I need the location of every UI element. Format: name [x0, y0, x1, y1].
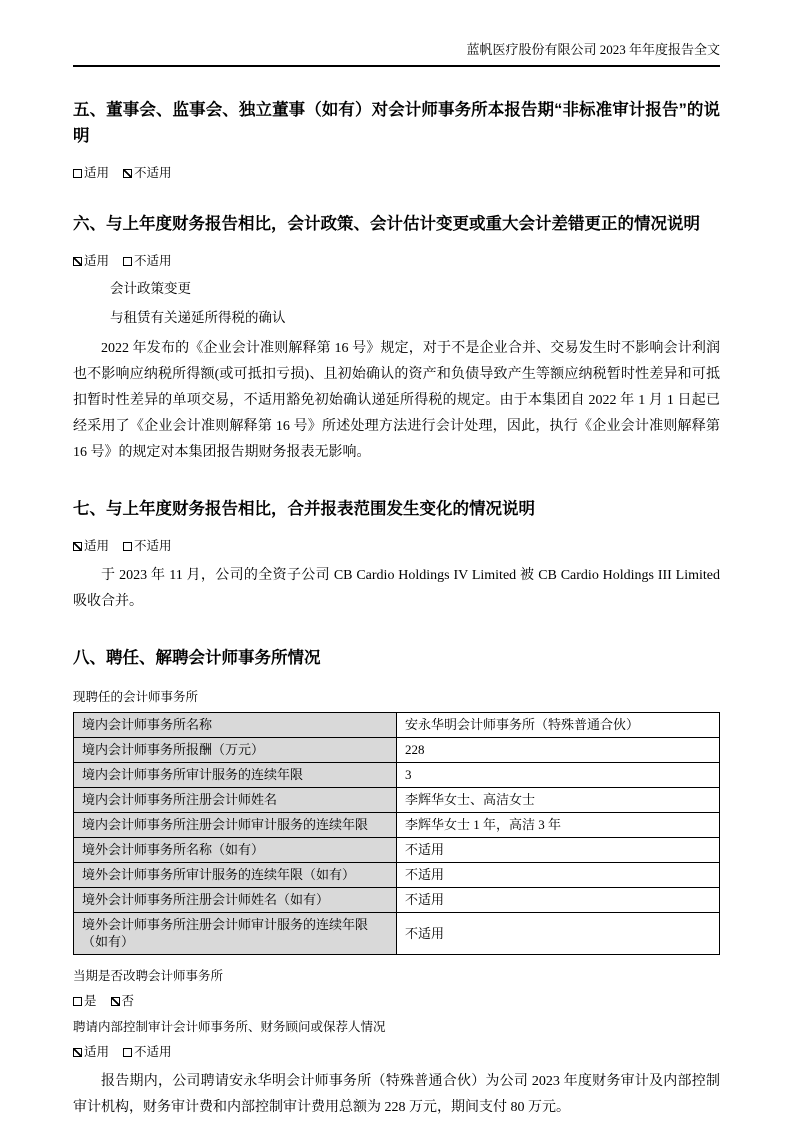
- row-value-cell: 李辉华女士、高洁女士: [397, 788, 720, 813]
- not-apply-option: [123, 254, 172, 269]
- checkbox-checked-icon: [73, 1048, 82, 1057]
- table-row: [74, 813, 720, 838]
- row-value-cell: 不适用: [397, 913, 720, 955]
- apply-option: [73, 254, 109, 269]
- row-value-cell: 不适用: [397, 888, 720, 913]
- row-value-cell: 228: [397, 738, 720, 763]
- section-6-applicability: [73, 254, 720, 269]
- checkbox-unchecked-icon: [73, 169, 82, 178]
- row-label-cell: 境内会计师事务所注册会计师姓名: [74, 788, 397, 813]
- row-label-cell: 境外会计师事务所审计服务的连续年限（如有）: [74, 863, 397, 888]
- page-header: [73, 42, 720, 67]
- accounting-firm-table: [73, 712, 720, 955]
- section-7-title: 七、与上年度财务报告相比，合并报表范围发生变化的情况说明: [73, 500, 535, 518]
- checkbox-unchecked-icon: [123, 1048, 132, 1057]
- not-apply-option: [123, 539, 172, 554]
- not-apply-label: 不适用: [134, 539, 172, 553]
- apply-option: [73, 1045, 109, 1060]
- row-label-cell: 境外会计师事务所注册会计师审计服务的连续年限（如有）: [74, 913, 397, 955]
- no-label: 否: [121, 994, 135, 1008]
- not-apply-label: 不适用: [134, 254, 172, 268]
- table-row: [74, 838, 720, 863]
- not-apply-option: [123, 166, 172, 181]
- change-firm-question: 当期是否改聘会计师事务所: [73, 969, 224, 983]
- row-value-cell: 李辉华女士 1 年，高洁 3 年: [397, 813, 720, 838]
- table-row: [74, 788, 720, 813]
- not-apply-label: 不适用: [134, 166, 172, 180]
- table-row: [74, 713, 720, 738]
- internal-control-label: 聘请内部控制审计会计师事务所、财务顾问或保荐人情况: [73, 1020, 386, 1034]
- section-8-paragraph: 报告期内，公司聘请安永华明会计师事务所（特殊普通合伙）为公司 2023 年度财务审计及内部控制审计机构，财务审计费和内部控制审计费用总额为 228 万元，期间支付 80 万元。: [73, 1074, 720, 1115]
- section-7-applicability: [73, 539, 720, 554]
- row-label-cell: 境内会计师事务所注册会计师审计服务的连续年限: [74, 813, 397, 838]
- apply-option: [73, 166, 109, 181]
- policy-change-subheading: 会计政策变更: [110, 281, 191, 296]
- lease-deferred-tax-subheading: 与租赁有关递延所得税的确认: [110, 310, 286, 325]
- internal-control-applicability: [73, 1045, 720, 1060]
- apply-label: 适用: [84, 539, 110, 553]
- table-row: [74, 913, 720, 955]
- change-firm-answer: [73, 994, 720, 1009]
- section-5-applicability: [73, 166, 720, 181]
- apply-label: 适用: [84, 166, 110, 180]
- current-firm-label: 现聘任的会计师事务所: [73, 690, 199, 704]
- apply-option: [73, 539, 109, 554]
- row-label-cell: 境内会计师事务所审计服务的连续年限: [74, 763, 397, 788]
- section-6-paragraph: 2022 年发布的《企业会计准则解释第 16 号》规定，对于不是企业合并、交易发生时不影响会计利润也不影响应纳税所得额(或可抵扣亏损)、且初始确认的资产和负债导致产生等额应纳税暂时性差异和可抵扣暂时性差异的单项交易，不适用豁免初始确认递延所得税的规定。由于本集团自 2022 年 1 月 1 日起已经采用了《企业会计准则解释第 16 号》所述处理方法进行会计处理，因此，执行《企业会计准则解释第 16 号》的规定对本集团报告期财务报表无影响。: [73, 341, 720, 460]
- row-value-cell: 安永华明会计师事务所（特殊普通合伙）: [397, 713, 720, 738]
- section-8-title: 八、聘任、解聘会计师事务所情况: [73, 649, 321, 667]
- checkbox-unchecked-icon: [123, 542, 132, 551]
- section-5-title: 五、董事会、监事会、独立董事（如有）对会计师事务所本报告期“非标准审计报告”的说明: [73, 101, 720, 145]
- checkbox-unchecked-icon: [73, 997, 82, 1006]
- yes-label: 是: [84, 994, 97, 1008]
- checkbox-checked-icon: [111, 997, 120, 1006]
- table-row: [74, 888, 720, 913]
- checkbox-checked-icon: [73, 542, 82, 551]
- table-row: [74, 763, 720, 788]
- table-row: [74, 863, 720, 888]
- row-label-cell: 境外会计师事务所名称（如有）: [74, 838, 397, 863]
- apply-label: 适用: [84, 1045, 110, 1059]
- section-6-title: 六、与上年度财务报告相比，会计政策、会计估计变更或重大会计差错更正的情况说明: [73, 215, 700, 233]
- checkbox-checked-icon: [123, 169, 132, 178]
- apply-label: 适用: [84, 254, 110, 268]
- row-value-cell: 不适用: [397, 838, 720, 863]
- report-title: 蓝帆医疗股份有限公司 2023 年年度报告全文: [466, 42, 720, 57]
- row-label-cell: 境内会计师事务所名称: [74, 713, 397, 738]
- not-apply-option: [123, 1045, 172, 1060]
- table-row: [74, 738, 720, 763]
- not-apply-label: 不适用: [134, 1045, 172, 1059]
- section-7-paragraph: 于 2023 年 11 月，公司的全资子公司 CB Cardio Holdings IV Limited 被 CB Cardio Holdings III Limited 吸收合并。: [73, 568, 720, 609]
- yes-option: [73, 994, 97, 1009]
- checkbox-checked-icon: [73, 257, 82, 266]
- row-value-cell: 不适用: [397, 863, 720, 888]
- row-label-cell: 境内会计师事务所报酬（万元）: [74, 738, 397, 763]
- no-option: [111, 994, 135, 1009]
- row-label-cell: 境外会计师事务所注册会计师姓名（如有）: [74, 888, 397, 913]
- checkbox-unchecked-icon: [123, 257, 132, 266]
- row-value-cell: 3: [397, 763, 720, 788]
